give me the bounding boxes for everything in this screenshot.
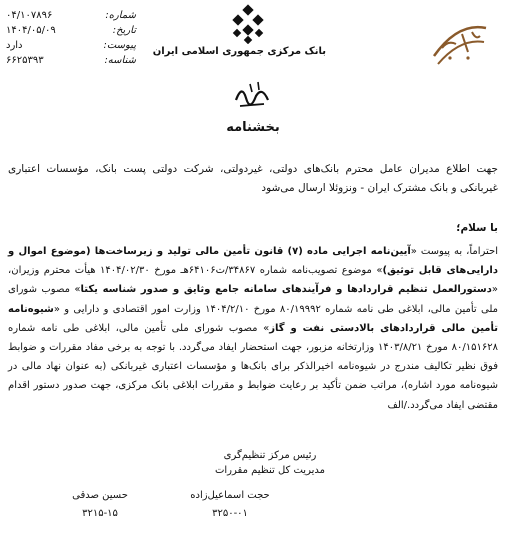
greeting: با سلام؛ bbox=[456, 222, 498, 234]
body-part-g: » مصوب شورای ملی تأمین مالی، ابلاغی طی نامه شماره ۸۰/۱۵۱۶۲۸ مورخ ۱۴۰۳/۸/۲۱ وزارتخانه مزبور، جهت استحضار ایفاد می‌گردد. با توجه به برخی مفاد مقررات و ضوابط فوق نظیر تکالیف مندرج در شیوه‌نامه اخیرالذکر برای بانک‌ها و مؤسسات اعتباری غیربانکی (به عنوان نهاد مالی در شیوه‌نامه مورد اشاره)، مراتب ضمن تأکید بر رعایت ضوابط و مقررات ابلاغی بانک مرکزی، جهت صدور دستور اقدام مقتضی ایفاد می‌گردد./الف bbox=[8, 322, 498, 411]
document-title: بخشنامه bbox=[226, 120, 280, 135]
signer-code-left: ۳۲۱۵-۱۵ bbox=[82, 508, 118, 519]
body-part-c: » موضوع تصویب‌نامه شماره ۳۴۸۶۷/ت۶۴۱۰۶هـ مورخ ۱۴۰۴/۰۲/۳۰ هیأت محترم وزیران، « bbox=[8, 265, 498, 296]
attachment-label: پیوست: bbox=[103, 40, 136, 51]
id-value: ۶۶۲۵۳۹۳ bbox=[6, 55, 44, 66]
attachment-row bbox=[6, 38, 136, 53]
body-part-b: آیین‌نامه اجرایی ماده (۷) قانون تأمین مالی تولید و زیرساخت‌ها (موضوع اموال و دارایی‌های قابل توثیق) bbox=[8, 246, 498, 277]
document-metadata bbox=[6, 8, 136, 68]
signature-titles bbox=[170, 448, 370, 478]
recipients-text: جهت اطلاع مدیران عامل محترم بانک‌های دولتی، غیردولتی، شرکت دولتی پست بانک، مؤسسات اعتباری غیربانکی و بانک مشترک ایران - ونزوئلا ارسال می‌شود bbox=[8, 163, 498, 194]
registry-seal-logo bbox=[428, 12, 492, 76]
date-row bbox=[6, 23, 136, 38]
besm-tala-calligraphy bbox=[232, 78, 272, 112]
number-row bbox=[6, 8, 136, 23]
date-label: تاریخ: bbox=[112, 25, 136, 36]
number-label: شماره: bbox=[105, 10, 136, 21]
attachment-value: دارد bbox=[6, 40, 23, 51]
id-row bbox=[6, 53, 136, 68]
body-part-f: شیوه‌نامه تأمین مالی قراردادهای بالادستی نفت و گاز bbox=[8, 303, 498, 334]
signer-name-left: حسین صدقی bbox=[72, 490, 128, 501]
number-value: ۰۴/۱۰۷۸۹۶ bbox=[6, 10, 53, 21]
signature-title-2: مدیریت کل تنظیم مقررات bbox=[214, 465, 325, 476]
signer-code-right: ۳۲۵۰-۰۱ bbox=[212, 508, 248, 519]
bank-name: بانک مرکزی جمهوری اسلامی ایران bbox=[152, 46, 326, 57]
signer-name-right: حجت اسماعیل‌زاده bbox=[190, 490, 270, 501]
body-paragraph bbox=[8, 242, 498, 415]
id-label: شناسه: bbox=[104, 55, 136, 66]
body-part-e: » مصوب شورای ملی تأمین مالی، ابلاغی طی نامه شماره ۸۰/۱۹۹۹۲ مورخ ۱۴۰۴/۲/۱۰ وزارت امور اقتصادی و دارایی و « bbox=[8, 284, 499, 315]
signature-title-1: رئیس مرکز تنظیم‌گری bbox=[223, 450, 317, 461]
central-bank-emblem-icon bbox=[228, 4, 268, 44]
date-value: ۱۴۰۴/۰۵/۰۹ bbox=[6, 25, 56, 36]
body-part-d: دستورالعمل تنظیم قراردادها و فرآیندهای سامانه جامع وثایق و صدور شناسه یکتا bbox=[80, 284, 492, 296]
body-part-a: احتراماً، به پیوست « bbox=[410, 246, 498, 257]
